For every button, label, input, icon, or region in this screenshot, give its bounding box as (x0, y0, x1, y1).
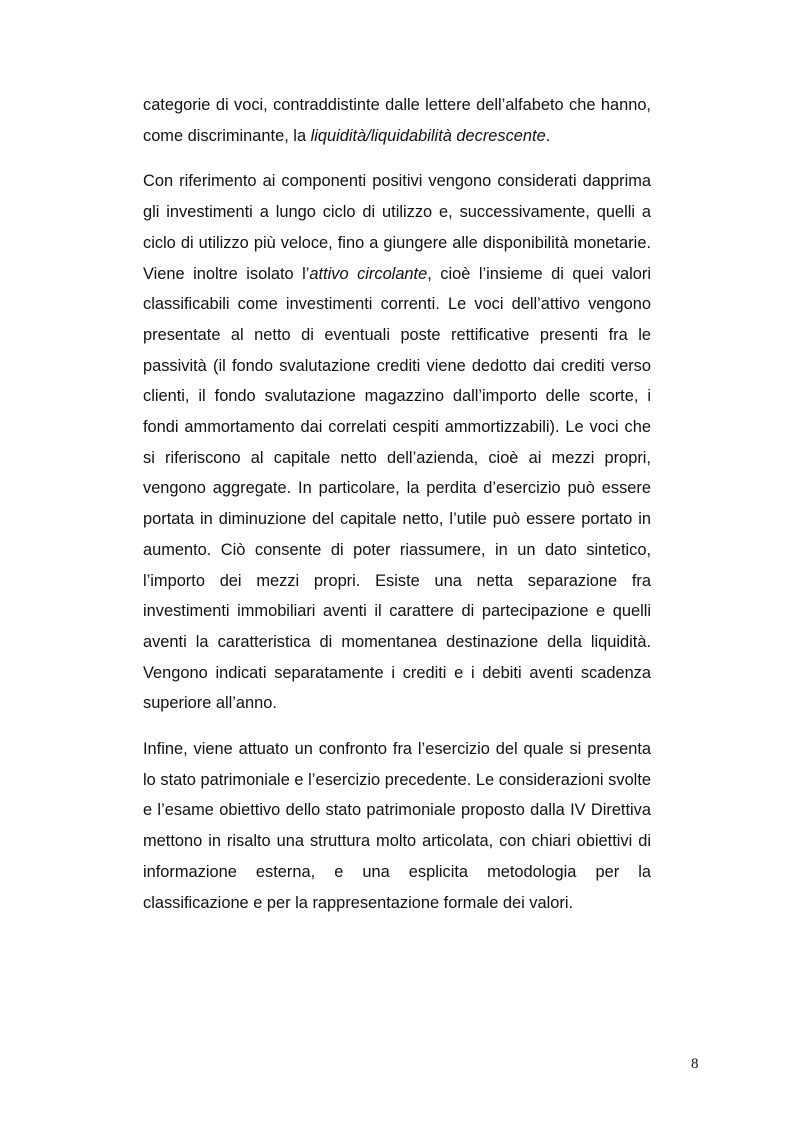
paragraph-1 (143, 90, 651, 151)
italic-term: liquidità/liquidabilità decrescente (310, 126, 546, 145)
paragraph-3 (143, 734, 651, 918)
text-run: Infine, viene attuato un confronto fra l’esercizio del quale si presenta lo stato patrimoniale e l’esercizio precedente. Le considerazioni svolte e l’esame obiettivo dello stato patrimoniale proposto dalla IV Direttiva mettono in risalto una struttura molto articolata, con chiari obiettivi di informazione esterna, e una esplicita metodologia per la classificazione e per la rappresentazione formale dei valori. (143, 740, 651, 912)
text-run: . (545, 126, 551, 145)
italic-term: attivo circolante (309, 264, 428, 283)
page-number: 8 (691, 1056, 699, 1072)
text-run: Con riferimento ai componenti positivi vengono considerati dapprima gli investimenti a lungo ciclo di utilizzo e, successivamente, quelli a ciclo di utilizzo più veloce, fino a giungere alle disponibilità monetarie. Viene inoltre isolato l’ (143, 172, 651, 283)
body-text (143, 90, 651, 918)
text-run: categorie di voci, contraddistinte dalle lettere dell’alfabeto che hanno, come discriminante, la (143, 96, 651, 145)
text-run: , cioè l’insieme di quei valori classificabili come investimenti correnti. Le voci dell’attivo vengono presentate al netto di eventuali poste rettificative presenti fra le passività (il fondo svalutazione crediti viene dedotto dai crediti verso clienti, il fondo svalutazione magazzino dall’importo delle scorte, i fondi ammortamento dai correlati cespiti ammortizzabili). Le voci che si riferiscono al capitale netto dell’azienda, cioè ai mezzi propri, vengono aggregate. In particolare, la perdita d’esercizio può essere portata in diminuzione del capitale netto, l’utile può essere portato in aumento. Ciò consente di poter riassumere, in un dato sintetico, l’importo dei mezzi propri. Esiste una netta separazione fra investimenti immobiliari aventi il carattere di partecipazione e quelli aventi la caratteristica di momentanea destinazione della liquidità. Vengono indicati separatamente i crediti e i debiti aventi scadenza superiore all’anno. (143, 264, 651, 713)
paragraph-2 (143, 166, 651, 719)
